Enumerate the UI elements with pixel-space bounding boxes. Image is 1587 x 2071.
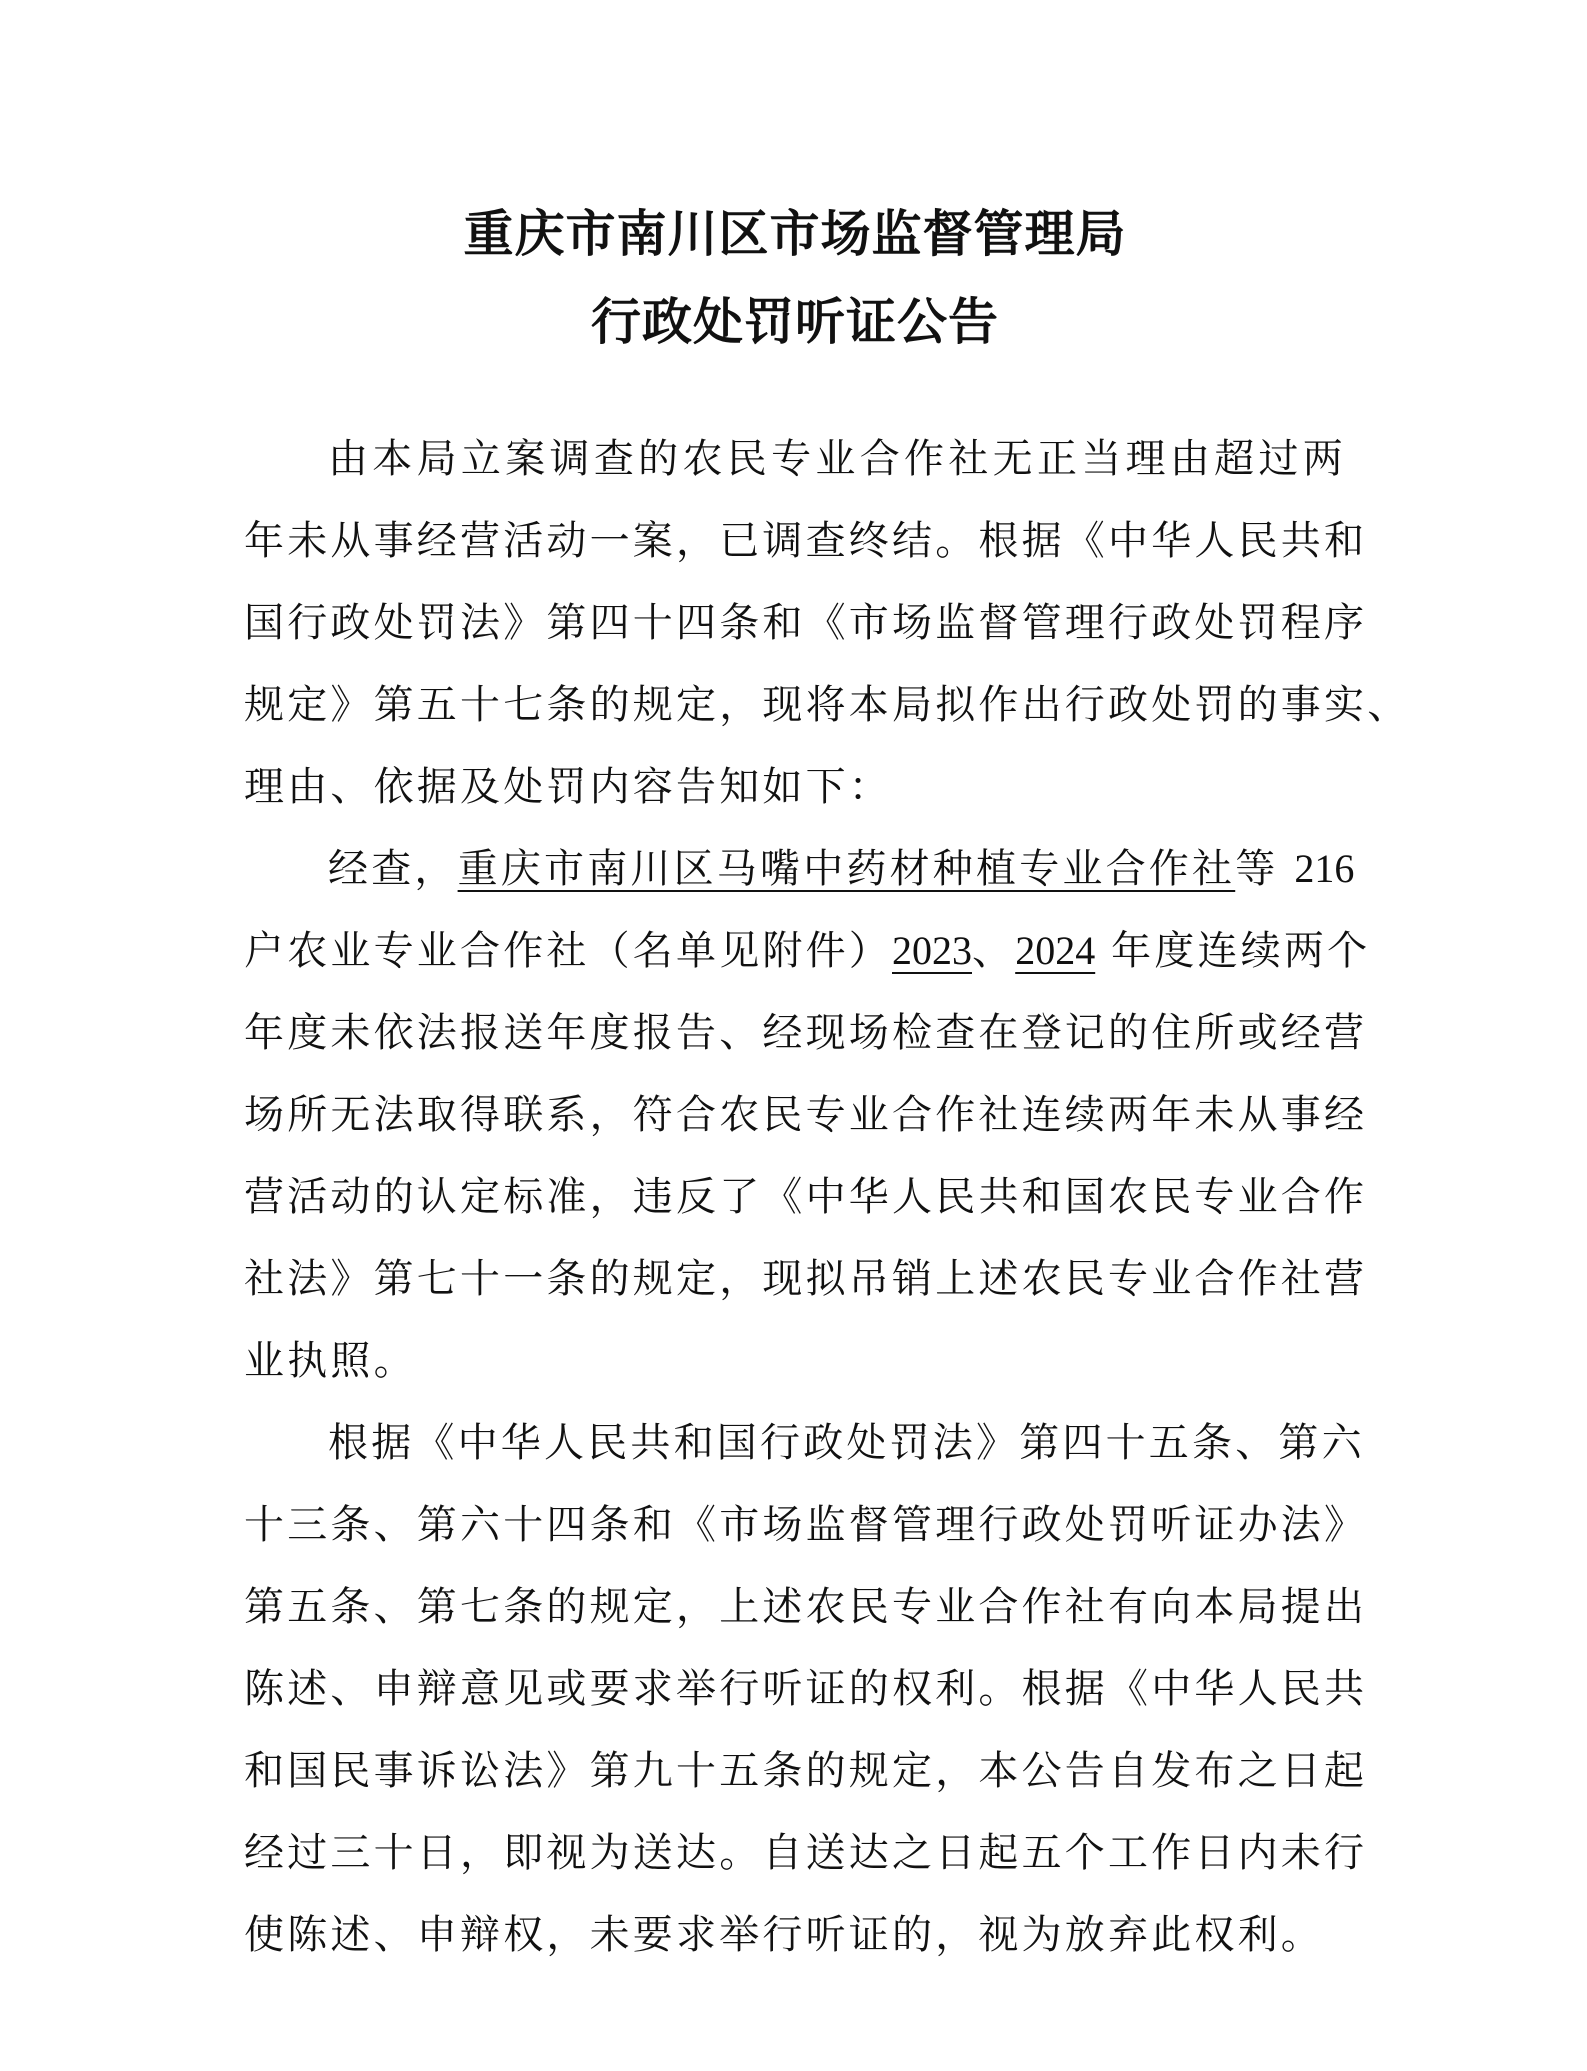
text-line bbox=[244, 910, 1371, 992]
text-line: 第五条、第七条的规定，上述农民专业合作社有向本局提出 bbox=[244, 1584, 1368, 1630]
paragraph-2 bbox=[244, 828, 1371, 1402]
text-line: 年未从事经营活动一案，已调查终结。根据《中华人民共和 bbox=[244, 518, 1368, 564]
document-title-line1: 重庆市南川区市场监督管理局 bbox=[463, 204, 1127, 263]
text-line: 理由、依据及处罚内容告知如下： bbox=[244, 764, 892, 810]
text-line: 年度未依法报送年度报告、经现场检查在登记的住所或经营 bbox=[244, 1010, 1368, 1056]
text-segment: 户农业专业合作社（名单见附件） bbox=[244, 928, 892, 974]
text-line: 国行政处罚法》第四十四条和《市场监督管理行政处罚程序 bbox=[244, 600, 1368, 646]
text-line bbox=[244, 828, 1355, 910]
year-2023: 2023 bbox=[892, 928, 972, 973]
document-title-line2: 行政处罚听证公告 bbox=[591, 292, 999, 351]
text-line: 陈述、申辩意见或要求举行听证的权利。根据《中华人民共 bbox=[244, 1666, 1368, 1712]
document-body bbox=[244, 418, 1411, 1976]
underlined-entity-name: 重庆市南川区马嘴中药材种植专业合作社 bbox=[457, 846, 1236, 892]
text-segment: 等 bbox=[1235, 846, 1279, 892]
text-line: 营活动的认定标准，违反了《中华人民共和国农民专业合作 bbox=[244, 1174, 1368, 1220]
text-line: 规定》第五十七条的规定，现将本局拟作出行政处罚的事实、 bbox=[244, 682, 1411, 728]
text-line: 由本局立案调查的农民专业合作社无正当理由超过两 bbox=[328, 436, 1346, 482]
cooperative-count: 216 bbox=[1294, 846, 1355, 891]
text-segment: 年度连续两个 bbox=[1111, 928, 1371, 974]
text-line: 十三条、第六十四条和《市场监督管理行政处罚听证办法》 bbox=[244, 1502, 1368, 1548]
text-line: 场所无法取得联系，符合农民专业合作社连续两年未从事经 bbox=[244, 1092, 1368, 1138]
text-line: 经过三十日，即视为送达。自送达之日起五个工作日内未行 bbox=[244, 1830, 1368, 1876]
text-line: 根据《中华人民共和国行政处罚法》第四十五条、第六 bbox=[328, 1420, 1365, 1466]
paragraph-1 bbox=[244, 418, 1411, 828]
text-line: 和国民事诉讼法》第九十五条的规定，本公告自发布之日起 bbox=[244, 1748, 1368, 1794]
text-segment: 经查， bbox=[328, 846, 458, 892]
text-line: 使陈述、申辩权，未要求举行听证的，视为放弃此权利。 bbox=[244, 1912, 1324, 1958]
text-line: 社法》第七十一条的规定，现拟吊销上述农民专业合作社营 bbox=[244, 1256, 1368, 1302]
text-line: 业执照。 bbox=[244, 1338, 417, 1384]
text-segment: 、 bbox=[972, 928, 1016, 974]
year-2024: 2024 bbox=[1015, 928, 1096, 973]
paragraph-3 bbox=[244, 1402, 1368, 1976]
